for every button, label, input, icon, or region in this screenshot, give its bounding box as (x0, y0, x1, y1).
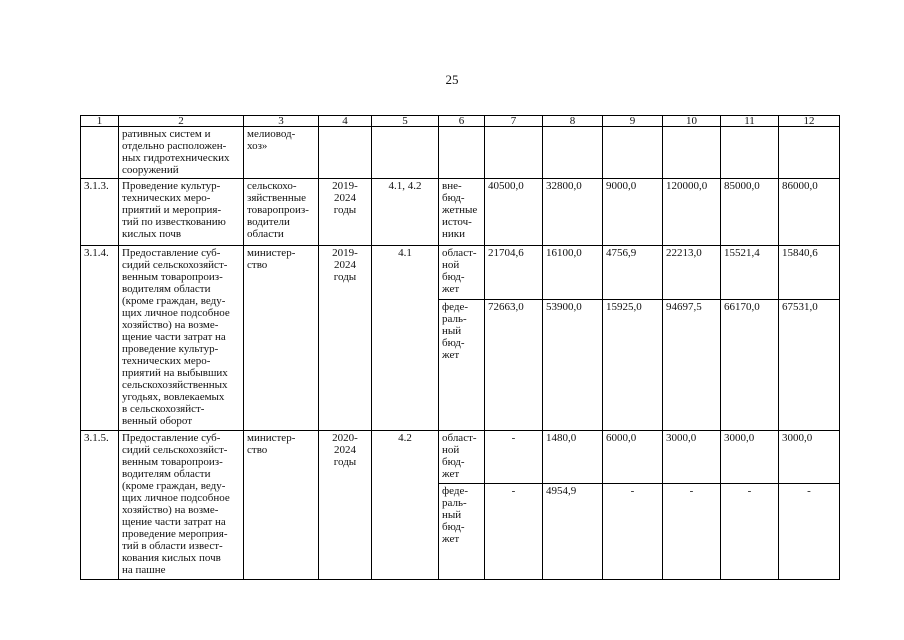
indicator-cell (372, 127, 439, 179)
value-cell (485, 127, 543, 179)
value-cell: 32800,0 (543, 179, 603, 246)
table-row (81, 127, 840, 179)
column-header: 3 (244, 116, 319, 127)
measure-name-cell: Проведение культур- технических меро- приятий и мероприя- тий по известкованию кислых почв (119, 179, 244, 246)
value-cell: 4756,9 (603, 246, 663, 300)
value-cell: 22213,0 (663, 246, 721, 300)
column-header: 4 (319, 116, 372, 127)
table-row (81, 246, 840, 300)
value-cell: 1480,0 (543, 431, 603, 484)
column-header: 9 (603, 116, 663, 127)
item-number-cell (81, 127, 119, 179)
value-cell: 3000,0 (721, 431, 779, 484)
value-cell: - (485, 431, 543, 484)
value-cell: 66170,0 (721, 300, 779, 431)
page-number: 25 (445, 72, 459, 87)
value-cell (543, 127, 603, 179)
funding-source-cell: феде- раль- ный бюд- жет (439, 484, 485, 580)
column-header: 6 (439, 116, 485, 127)
value-cell: - (485, 484, 543, 580)
column-header: 1 (81, 116, 119, 127)
column-header: 12 (779, 116, 840, 127)
value-cell: 3000,0 (779, 431, 840, 484)
value-cell (603, 127, 663, 179)
funding-source-cell: феде- раль- ный бюд- жет (439, 300, 485, 431)
period-cell (319, 127, 372, 179)
value-cell: - (603, 484, 663, 580)
value-cell: 86000,0 (779, 179, 840, 246)
value-cell: 40500,0 (485, 179, 543, 246)
measure-name-cell: Предоставление суб- сидий сельскохозяйст- венным товаропроиз- водителям области (кроме граждан, веду- щих личное подсобное хозяйство) на возме- щение части затрат на проведение мероприя- тий в области извест- кования кислых почв на пашне (119, 431, 244, 580)
column-header: 2 (119, 116, 244, 127)
value-cell: 4954,9 (543, 484, 603, 580)
executor-cell: сельскохо- зяйственные товаропроиз- водители области (244, 179, 319, 246)
period-cell: 2019- 2024 годы (319, 246, 372, 431)
measure-name-cell: ративных систем и отдельно расположен- ных гидротехнических сооружений (119, 127, 244, 179)
value-cell: 67531,0 (779, 300, 840, 431)
value-cell: - (663, 484, 721, 580)
value-cell: - (721, 484, 779, 580)
column-header: 10 (663, 116, 721, 127)
value-cell: - (779, 484, 840, 580)
measure-name-cell: Предоставление суб- сидий сельскохозяйст- венным товаропроиз- водителям области (кроме граждан, веду- щих личное подсобное хозяйство) на возме- щение части затрат на проведение культур- технических меро- приятий на выбывших сельскохозяйственных угодьях, вовлекаемых в сельскохозяйст- венный оборот (119, 246, 244, 431)
value-cell (721, 127, 779, 179)
table-row (81, 431, 840, 484)
funding-source-cell: област- ной бюд- жет (439, 431, 485, 484)
column-header: 11 (721, 116, 779, 127)
budget-table (80, 115, 840, 580)
value-cell: 94697,5 (663, 300, 721, 431)
value-cell: 85000,0 (721, 179, 779, 246)
period-cell: 2019- 2024 годы (319, 179, 372, 246)
value-cell: 72663,0 (485, 300, 543, 431)
executor-cell: мелиовод- хоз» (244, 127, 319, 179)
value-cell: 9000,0 (603, 179, 663, 246)
value-cell: 21704,6 (485, 246, 543, 300)
value-cell: 15925,0 (603, 300, 663, 431)
item-number-cell: 3.1.3. (81, 179, 119, 246)
value-cell: 16100,0 (543, 246, 603, 300)
value-cell: 15521,4 (721, 246, 779, 300)
executor-cell: министер- ство (244, 431, 319, 580)
executor-cell: министер- ство (244, 246, 319, 431)
column-header: 7 (485, 116, 543, 127)
value-cell: 15840,6 (779, 246, 840, 300)
value-cell: 3000,0 (663, 431, 721, 484)
value-cell: 53900,0 (543, 300, 603, 431)
item-number-cell: 3.1.5. (81, 431, 119, 580)
column-header: 8 (543, 116, 603, 127)
funding-source-cell: област- ной бюд- жет (439, 246, 485, 300)
value-cell (663, 127, 721, 179)
indicator-cell: 4.2 (372, 431, 439, 580)
column-header: 5 (372, 116, 439, 127)
item-number-cell: 3.1.4. (81, 246, 119, 431)
indicator-cell: 4.1, 4.2 (372, 179, 439, 246)
value-cell (779, 127, 840, 179)
period-cell: 2020- 2024 годы (319, 431, 372, 580)
funding-source-cell (439, 127, 485, 179)
table-row (81, 179, 840, 246)
value-cell: 120000,0 (663, 179, 721, 246)
funding-source-cell: вне- бюд- жетные источ- ники (439, 179, 485, 246)
column-number-row (81, 116, 840, 127)
value-cell: 6000,0 (603, 431, 663, 484)
indicator-cell: 4.1 (372, 246, 439, 431)
